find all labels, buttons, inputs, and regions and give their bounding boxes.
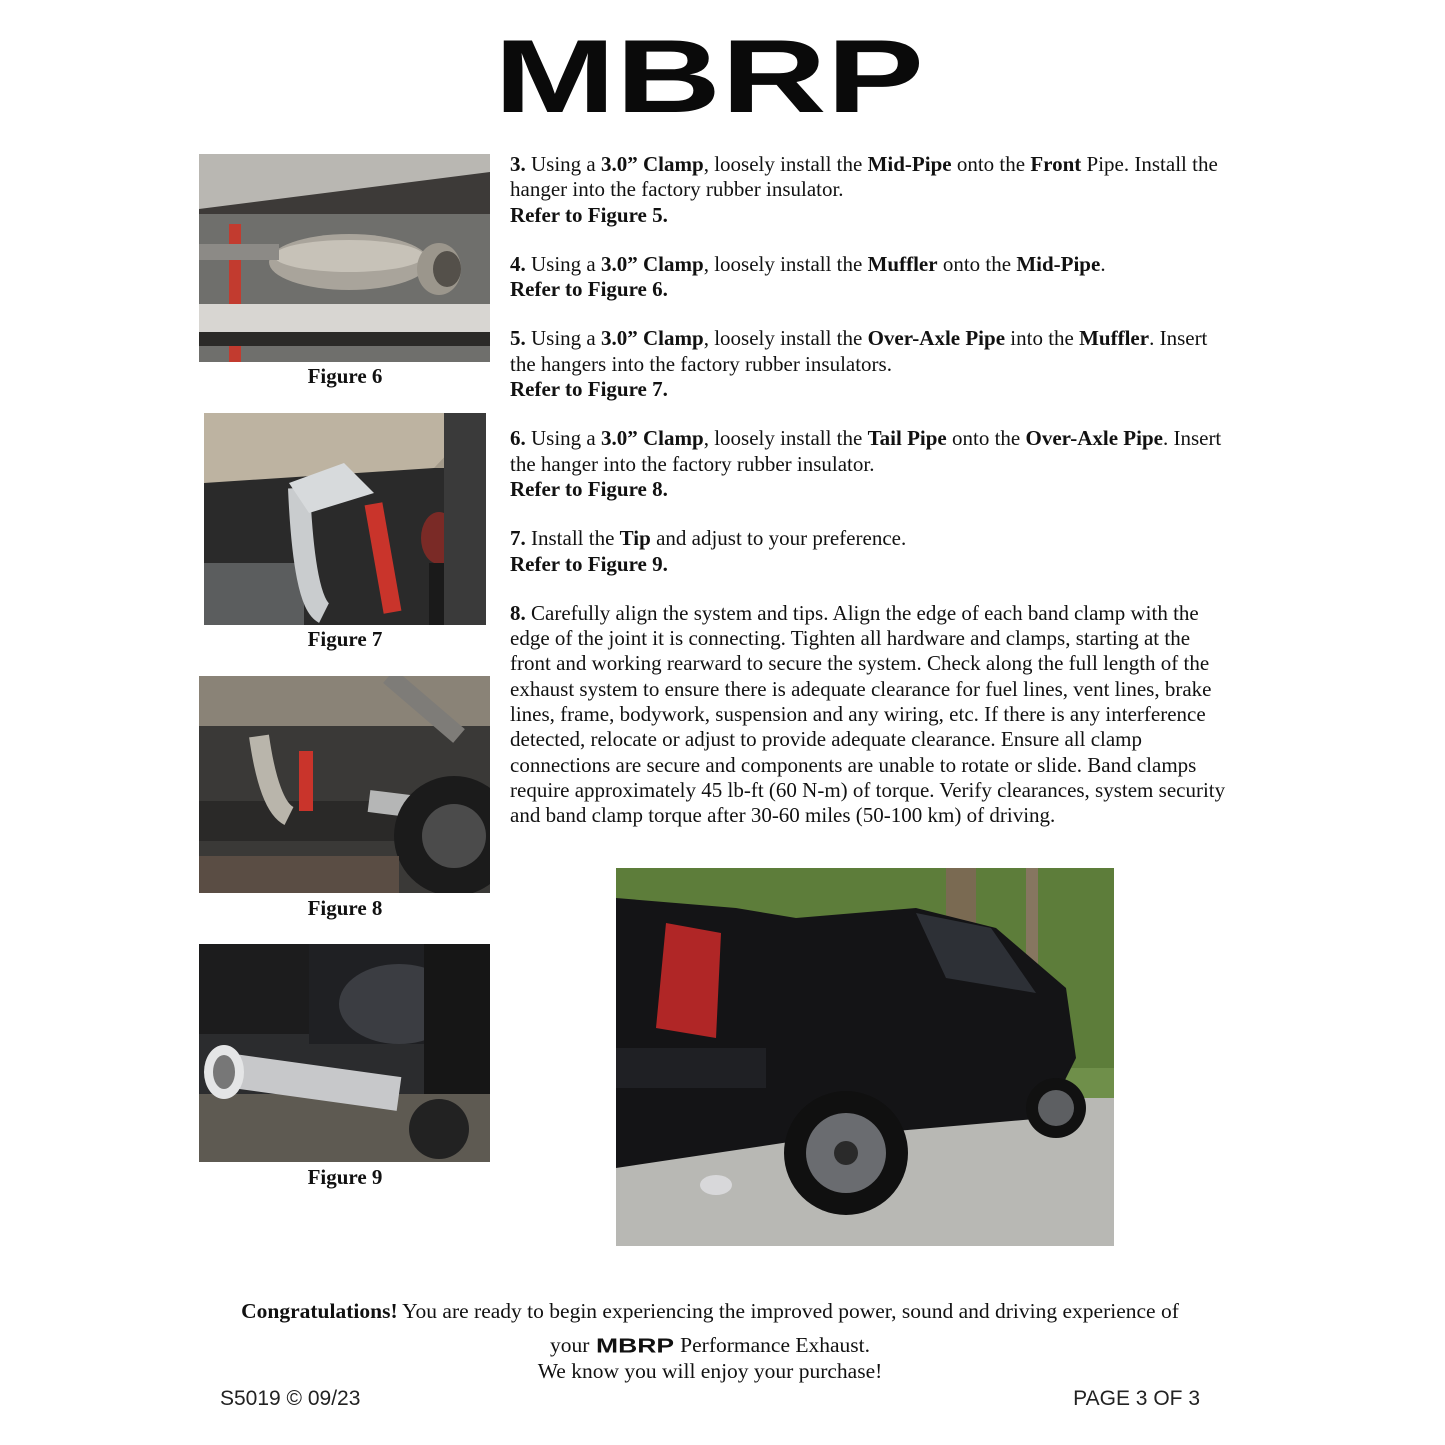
- step-number: 8.: [510, 600, 526, 625]
- closing-line-1: Congratulations! You are ready to begin experiencing the improved power, sound and driving experience of: [241, 1299, 1179, 1323]
- closing-line-3: We know you will enjoy your purchase!: [537, 1359, 883, 1383]
- step-8: [510, 601, 1230, 829]
- step-6-text: 6. Using a 3.0” Clamp, loosely install the Tail Pipe onto the Over-Axle Pipe. Insert the hanger into the factory rubber insulator.: [510, 426, 1222, 476]
- step-7: [510, 526, 1230, 577]
- congratulations-label: Congratulations!: [241, 1299, 398, 1323]
- step-3-reference: Refer to Figure 5.: [510, 202, 668, 227]
- closing-message: [200, 1296, 1220, 1386]
- step-8-text: 8. Carefully align the system and tips. Align the edge of each band clamp with the edge of the joint it is connecting. Tighten all hardware and clamps, starting at the front and working rearward to secure the system. Check along the full length of the exhaust system to ensure there is adequate clearance for fuel lines, vent lines, brake lines, frame, bodywork, suspension and any wiring, etc. If there is any interference detected, relocate or adjust to provide adequate clearance. Ensure all clamp connections are secure and components are unable to rotate or slide. Band clamps require approximately 45 lb-ft (60 N-m) of torque. Verify clearances, system security and band clamp torque after 30-60 miles (50-100 km) of driving.: [510, 600, 1226, 828]
- step-5-text: 5. Using a 3.0” Clamp, loosely install the Over-Axle Pipe into the Muffler. Insert the hangers into the factory rubber insulators.: [510, 326, 1208, 376]
- step-4: [510, 252, 1230, 303]
- step-number: 3.: [510, 152, 526, 176]
- figure-8-photo: [199, 676, 490, 893]
- mbrp-inline-logo: [595, 1337, 675, 1354]
- step-7-reference: Refer to Figure 9.: [510, 551, 668, 576]
- step-6: [510, 426, 1230, 502]
- logo-text: MBRP: [494, 34, 924, 118]
- step-5-reference: Refer to Figure 7.: [510, 377, 668, 402]
- step-3: [510, 152, 1230, 228]
- step-5: [510, 326, 1230, 402]
- step-3-text: 3. Using a 3.0” Clamp, loosely install the Mid-Pipe onto the Front Pipe. Install the hanger into the factory rubber insulator.: [510, 152, 1218, 202]
- figure-6-caption: Figure 6: [307, 364, 383, 388]
- closing-line-2: your MBRP Performance Exhaust.: [549, 1333, 871, 1357]
- step-number: 6.: [510, 426, 526, 451]
- figure-6-photo: [199, 154, 490, 362]
- truck-photo: [616, 868, 1114, 1246]
- step-7-text: 7. Install the Tip and adjust to your preference.: [510, 526, 907, 551]
- step-number: 7.: [510, 526, 526, 551]
- figure-9-caption: Figure 9: [307, 1165, 383, 1189]
- install-steps: [510, 152, 1230, 853]
- step-number: 4.: [510, 251, 526, 276]
- step-6-reference: Refer to Figure 8.: [510, 476, 668, 501]
- figure-7-photo: [204, 413, 486, 625]
- mbrp-logo-graphic: [492, 34, 926, 118]
- step-4-text: 4. Using a 3.0” Clamp, loosely install the Muffler onto the Mid-Pipe.: [510, 251, 1106, 276]
- page-number: PAGE 3 OF 3: [1073, 1387, 1200, 1410]
- figure-9-photo: [199, 944, 490, 1162]
- figure-7-caption: Figure 7: [307, 627, 383, 651]
- figure-8-caption: Figure 8: [307, 896, 383, 920]
- inline-logo-text: MBRP: [595, 1337, 674, 1354]
- mbrp-logo: [492, 34, 926, 118]
- step-number: 5.: [510, 326, 526, 351]
- document-code: S5019 © 09/23: [220, 1387, 361, 1410]
- step-4-reference: Refer to Figure 6.: [510, 277, 668, 302]
